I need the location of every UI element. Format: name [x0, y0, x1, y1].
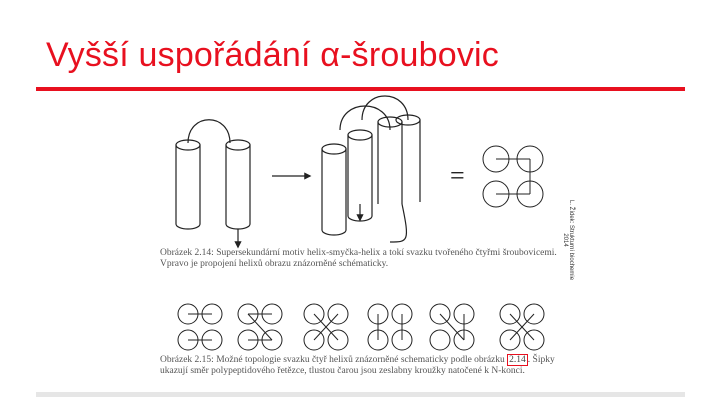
title-underline	[36, 87, 685, 91]
author-credit	[562, 200, 574, 280]
topology-3	[304, 304, 348, 350]
figure-caption-2	[160, 355, 560, 377]
slide-title: Vyšší uspořádání α-šroubovic	[46, 36, 499, 74]
figure-reference-link[interactable]: 2.14	[509, 355, 526, 365]
topology-4	[368, 304, 412, 350]
footer-strip	[36, 392, 685, 397]
four-helix-bundle-drawing	[322, 96, 420, 242]
schematic-circles	[483, 146, 543, 207]
equals-sign: =	[450, 161, 465, 190]
helix-loop-helix-drawing	[176, 120, 250, 247]
topology-5	[430, 304, 474, 350]
helix-bundle-figure	[150, 92, 570, 398]
topology-6	[500, 304, 544, 350]
author-credit-name: L. Žídek: Strukturní biochemie	[568, 200, 574, 281]
figure-caption-1: Obrázek 2.14: Supersekundární motiv helix-smyčka-helix a tokí svazku tvořeného čtyřmi šroubovicemi. Vpravo je propojení helixů obrazu znázorněné schématicky.	[160, 248, 557, 269]
topology-1	[178, 304, 222, 350]
author-credit-year: 2014	[562, 233, 568, 247]
topology-diagrams	[178, 304, 544, 350]
figure-caption-2-text: Obrázek 2.15: Možné topologie svazku čtyř helixů znázorněné schematicky podle obrázku	[160, 355, 505, 365]
topology-2	[238, 304, 282, 350]
figure-caption-2-tail: . Šipky ukazují směr polypeptidového řetězce, tlustou čarou jsou zeslabny kroužky natočené k N-konci.	[160, 355, 555, 376]
